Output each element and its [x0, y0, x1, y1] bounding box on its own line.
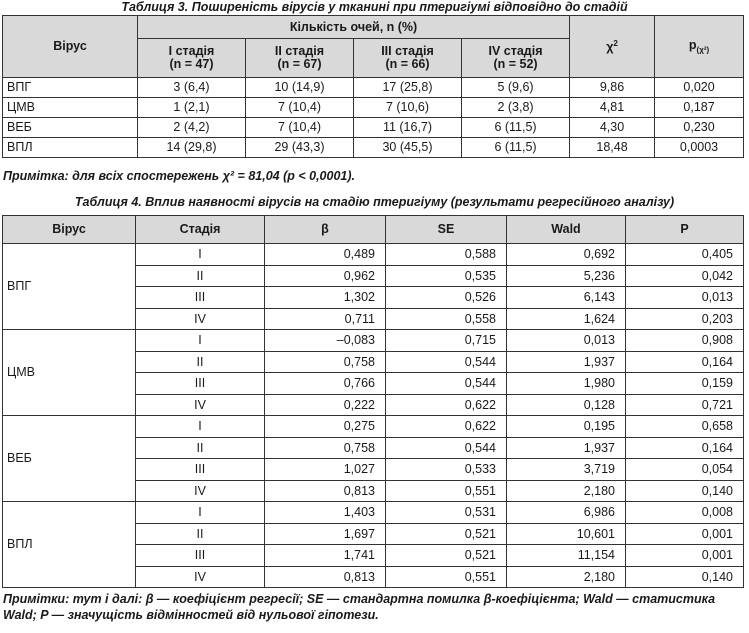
table3-header-chi: $\chi^2$ [570, 16, 655, 78]
se-cell: 0,531 [386, 502, 507, 524]
stage-cell: I [136, 330, 265, 352]
virus-cell: ВПЛ [3, 502, 136, 588]
beta-cell: 1,697 [265, 523, 386, 545]
stage-cell: 11 (16,7) [354, 118, 462, 138]
se-cell: 0,715 [386, 330, 507, 352]
stage-cell: 6 (11,5) [462, 138, 570, 158]
beta-cell: 1,302 [265, 287, 386, 309]
wald-cell: 10,601 [507, 523, 626, 545]
table3-row [3, 78, 744, 98]
table4-header-virus: Вірус [3, 216, 136, 244]
beta-cell: 0,758 [265, 437, 386, 459]
table3-header-eyes-count: Кількість очей, n (%) [138, 16, 570, 39]
stage-cell: 17 (25,8) [354, 78, 462, 98]
table4 [2, 215, 744, 588]
se-cell: 0,544 [386, 373, 507, 395]
se-cell: 0,551 [386, 480, 507, 502]
stage-cell: II [136, 351, 265, 373]
table3 [2, 15, 744, 158]
stage-cell: 3 (6,4) [138, 78, 246, 98]
stage-cell: I [136, 244, 265, 266]
p-cell: 0,203 [626, 308, 744, 330]
p-cell: 0,230 [655, 118, 744, 138]
beta-cell: 0,813 [265, 566, 386, 588]
table4-header-p: P [626, 216, 744, 244]
p-cell: 0,013 [626, 287, 744, 309]
virus-cell: ВЕБ [3, 416, 136, 502]
beta-cell: 0,711 [265, 308, 386, 330]
table4-row [3, 330, 744, 352]
beta-cell: 0,962 [265, 265, 386, 287]
stage-cell: II [136, 523, 265, 545]
wald-cell: 1,937 [507, 351, 626, 373]
se-cell: 0,588 [386, 244, 507, 266]
p-cell: 0,187 [655, 98, 744, 118]
beta-cell: 1,741 [265, 545, 386, 567]
chi-cell: 9,86 [570, 78, 655, 98]
p-cell: 0,008 [626, 502, 744, 524]
beta-cell: 0,813 [265, 480, 386, 502]
p-cell: 0,658 [626, 416, 744, 438]
virus-cell: ЦМВ [3, 330, 136, 416]
beta-cell: 0,222 [265, 394, 386, 416]
p-cell: 0,164 [626, 437, 744, 459]
wald-cell: 6,986 [507, 502, 626, 524]
table4-header-se: SE [386, 216, 507, 244]
p-cell: 0,054 [626, 459, 744, 481]
beta-cell: 1,027 [265, 459, 386, 481]
stage-cell: IV [136, 308, 265, 330]
stage-cell: I [136, 416, 265, 438]
se-cell: 0,551 [386, 566, 507, 588]
chi-cell: 4,30 [570, 118, 655, 138]
virus-cell: ВПГ [3, 78, 138, 98]
table3-header-virus: Вірус [3, 16, 138, 78]
table4-row [3, 502, 744, 524]
table3-header-p: $p_{(\chi^2)}$ [655, 16, 744, 78]
wald-cell: 3,719 [507, 459, 626, 481]
table4-note-line-1: Примітки: тут і далі: β — коефіцієнт регресії; SE — стандартна помилка β-коефіцієнта; Wald — статистика [3, 592, 716, 606]
beta-cell: 0,766 [265, 373, 386, 395]
table4-caption: Таблиця 4. Вплив наявності вірусів на стадію птеригіуму (результати регресійного аналізу) [74, 195, 675, 209]
stage-cell: 10 (14,9) [246, 78, 354, 98]
se-cell: 0,526 [386, 287, 507, 309]
wald-cell: 11,154 [507, 545, 626, 567]
beta-cell: 1,403 [265, 502, 386, 524]
se-cell: 0,622 [386, 416, 507, 438]
table4-header-wald: Wald [507, 216, 626, 244]
p-cell: 0,908 [626, 330, 744, 352]
p-cell: 0,042 [626, 265, 744, 287]
chi-cell: 18,48 [570, 138, 655, 158]
stage-cell: II [136, 265, 265, 287]
stage-cell: III [136, 373, 265, 395]
stage-cell: III [136, 545, 265, 567]
se-cell: 0,521 [386, 545, 507, 567]
p-cell: 0,164 [626, 351, 744, 373]
wald-cell: 6,143 [507, 287, 626, 309]
beta-cell: 0,275 [265, 416, 386, 438]
p-cell: 0,0003 [655, 138, 744, 158]
table3-row [3, 118, 744, 138]
wald-cell: 0,692 [507, 244, 626, 266]
stage-cell: 30 (45,5) [354, 138, 462, 158]
table3-caption: Таблиця 3. Поширеність вірусів у тканині при птеригіумі відповідно до стадій [121, 0, 628, 14]
se-cell: 0,521 [386, 523, 507, 545]
wald-cell: 2,180 [507, 480, 626, 502]
virus-cell: ВЕБ [3, 118, 138, 138]
p-cell: 0,001 [626, 523, 744, 545]
table4-header-beta: β [265, 216, 386, 244]
p-cell: 0,140 [626, 566, 744, 588]
p-cell: 0,159 [626, 373, 744, 395]
wald-cell: 0,013 [507, 330, 626, 352]
stage-cell: III [136, 287, 265, 309]
chi-cell: 4,81 [570, 98, 655, 118]
wald-cell: 1,980 [507, 373, 626, 395]
table3-header-stage-4: IV стадія (n = 52) [462, 39, 570, 78]
stage-cell: II [136, 437, 265, 459]
stage-cell: 7 (10,4) [246, 118, 354, 138]
stage-cell: 2 (3,8) [462, 98, 570, 118]
p-cell: 0,405 [626, 244, 744, 266]
stage-cell: 5 (9,6) [462, 78, 570, 98]
wald-cell: 1,624 [507, 308, 626, 330]
stage-cell: 1 (2,1) [138, 98, 246, 118]
se-cell: 0,535 [386, 265, 507, 287]
table3-header-stage-2: II стадія (n = 67) [246, 39, 354, 78]
se-cell: 0,544 [386, 351, 507, 373]
wald-cell: 2,180 [507, 566, 626, 588]
stage-cell: I [136, 502, 265, 524]
beta-cell: 0,489 [265, 244, 386, 266]
wald-cell: 5,236 [507, 265, 626, 287]
table3-row [3, 98, 744, 118]
virus-cell: ВПГ [3, 244, 136, 330]
stage-cell: IV [136, 566, 265, 588]
wald-cell: 0,128 [507, 394, 626, 416]
se-cell: 0,544 [386, 437, 507, 459]
se-cell: 0,622 [386, 394, 507, 416]
table3-header-stage-1: I стадія (n = 47) [138, 39, 246, 78]
stage-cell: 7 (10,4) [246, 98, 354, 118]
stage-cell: 29 (43,3) [246, 138, 354, 158]
virus-cell: ЦМВ [3, 98, 138, 118]
p-cell: 0,140 [626, 480, 744, 502]
virus-cell: ВПЛ [3, 138, 138, 158]
stage-cell: 7 (10,6) [354, 98, 462, 118]
p-cell: 0,001 [626, 545, 744, 567]
wald-cell: 0,195 [507, 416, 626, 438]
beta-cell: –0,083 [265, 330, 386, 352]
p-cell: 0,020 [655, 78, 744, 98]
se-cell: 0,558 [386, 308, 507, 330]
table4-row [3, 416, 744, 438]
stage-cell: III [136, 459, 265, 481]
table3-note: Примітка: для всіх спостережень χ² = 81,04 (р < 0,0001). [3, 169, 355, 183]
stage-cell: 14 (29,8) [138, 138, 246, 158]
table4-row [3, 244, 744, 266]
p-cell: 0,721 [626, 394, 744, 416]
stage-cell: IV [136, 394, 265, 416]
se-cell: 0,533 [386, 459, 507, 481]
stage-cell: 6 (11,5) [462, 118, 570, 138]
table4-header-stage: Стадія [136, 216, 265, 244]
table3-header-stage-3: III стадія (n = 66) [354, 39, 462, 78]
wald-cell: 1,937 [507, 437, 626, 459]
table4-note-line-2: Wald; P — значущість відмінностей від нульової гіпотези. [3, 608, 379, 622]
beta-cell: 0,758 [265, 351, 386, 373]
table3-row [3, 138, 744, 158]
stage-cell: IV [136, 480, 265, 502]
stage-cell: 2 (4,2) [138, 118, 246, 138]
